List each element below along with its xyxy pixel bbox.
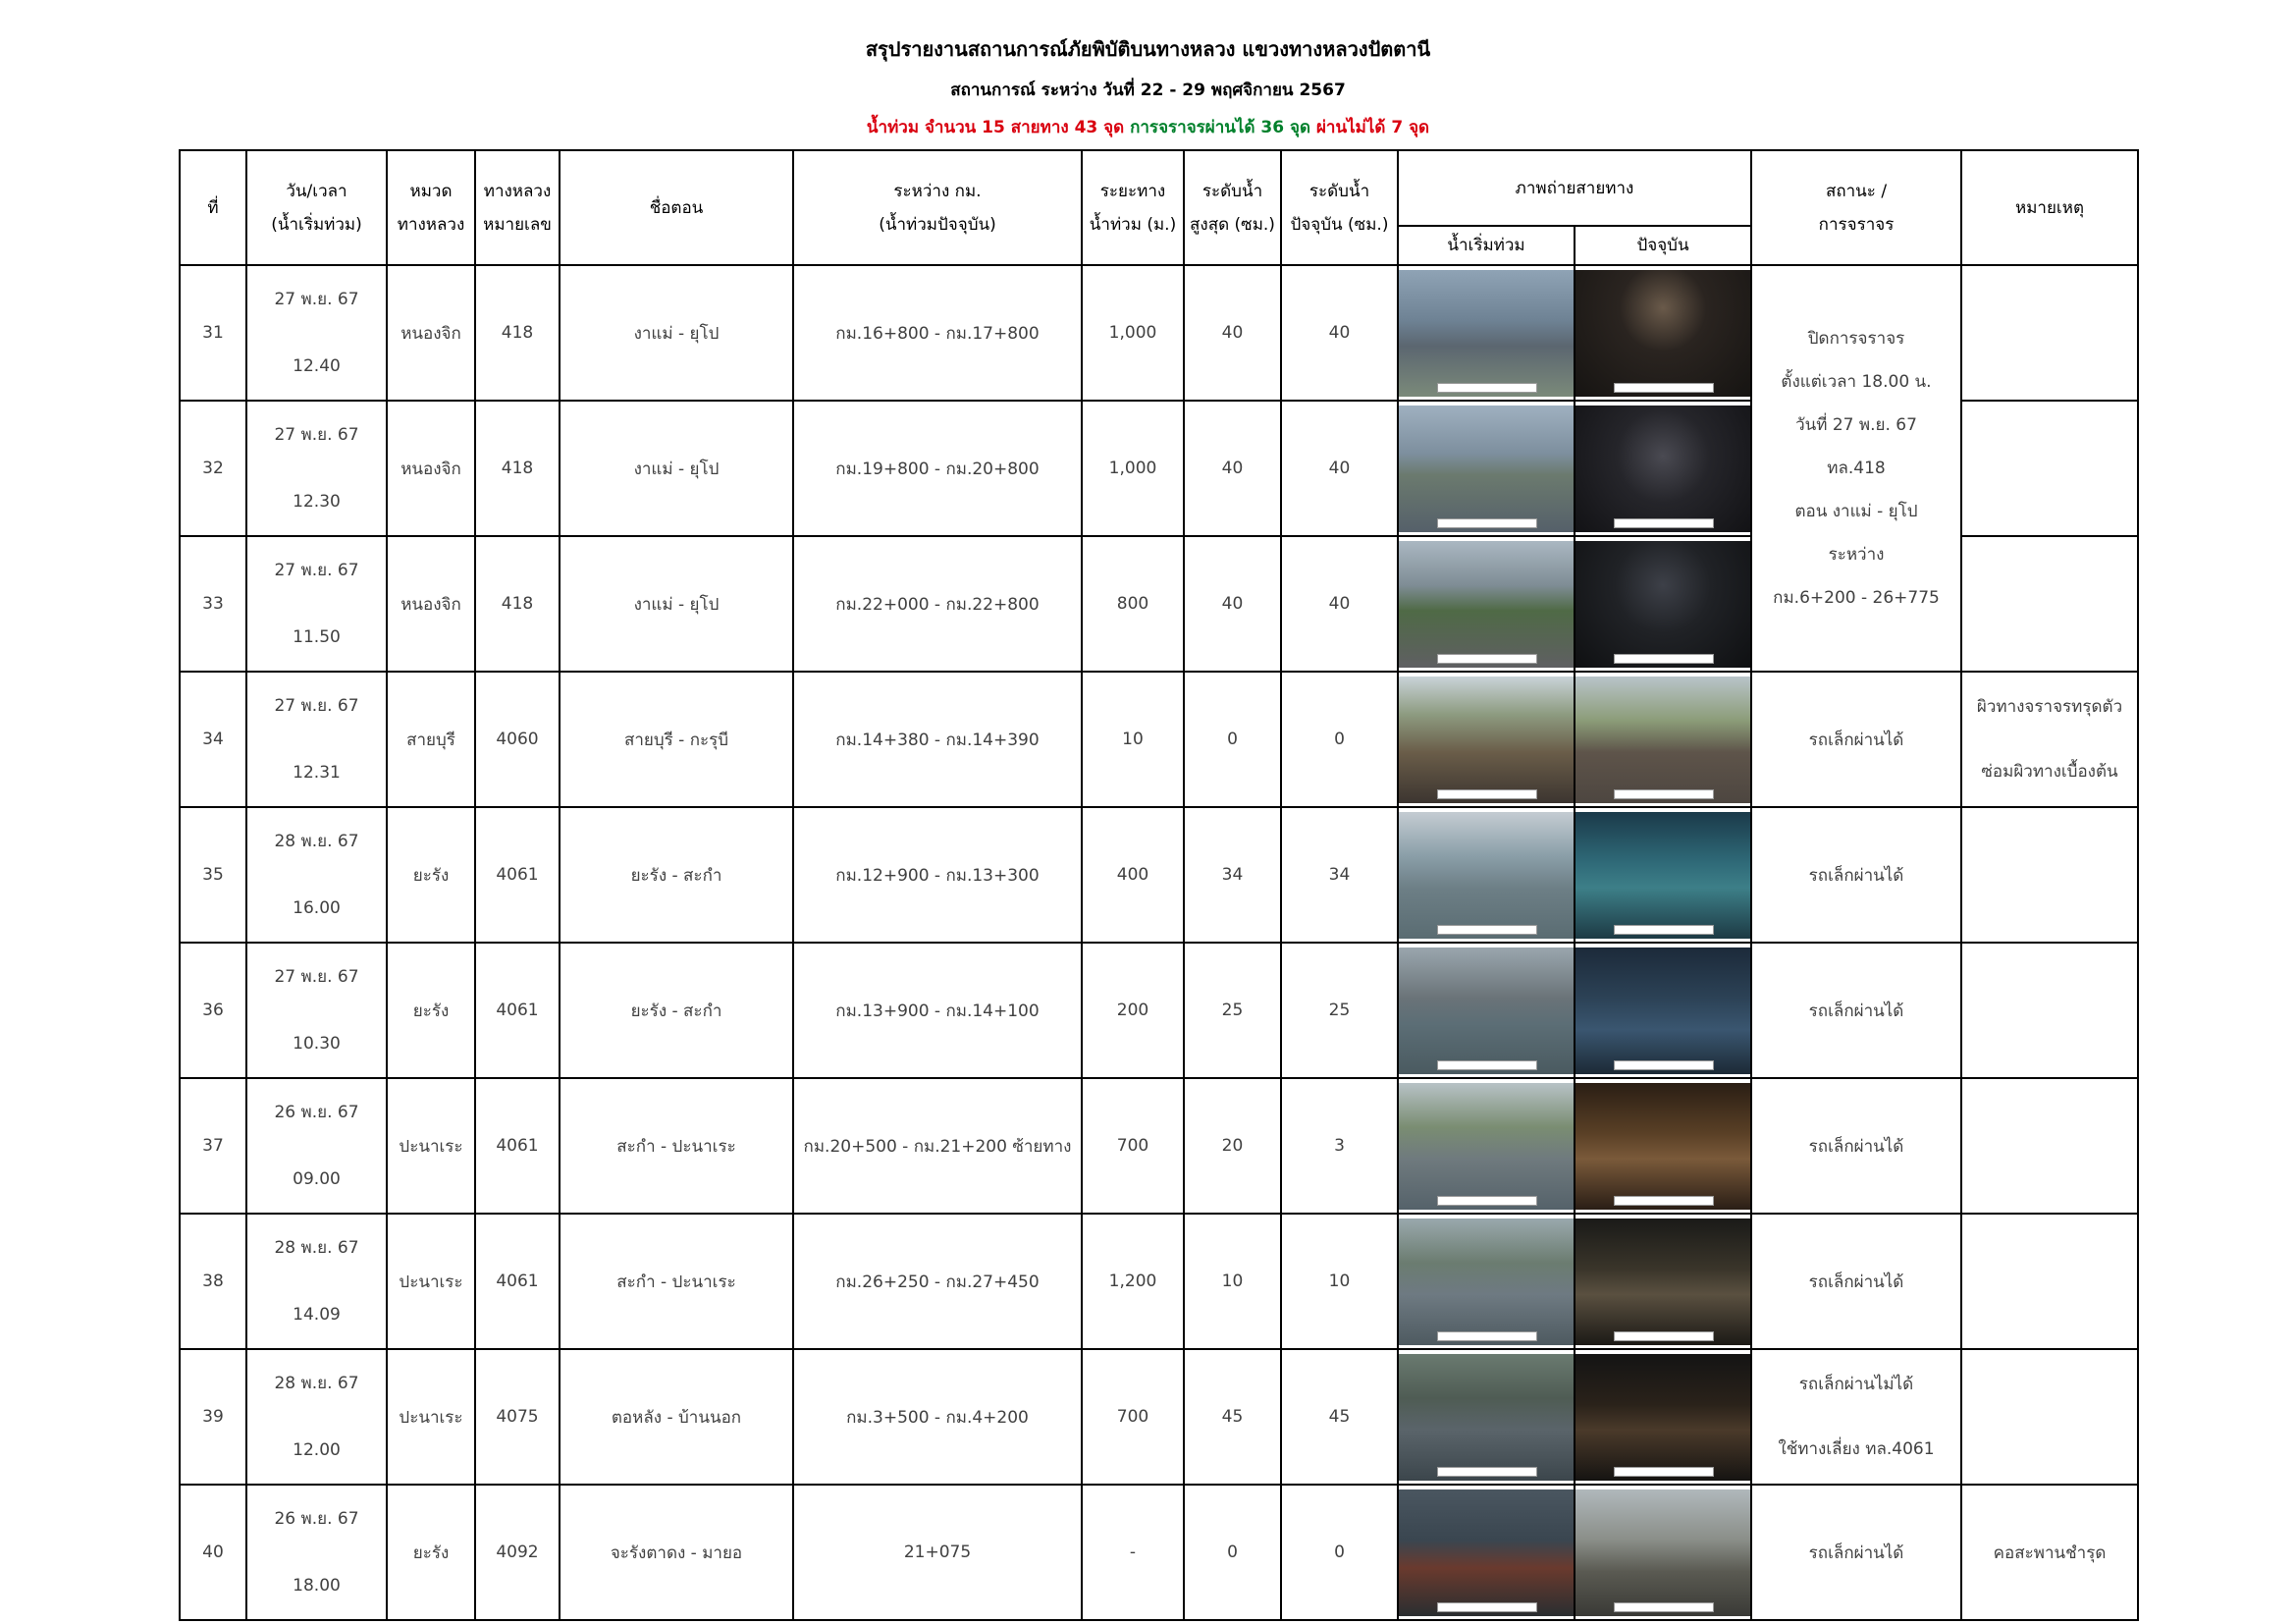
col-remark: หมายเหตุ	[1961, 150, 2138, 265]
cell-max-level: 40	[1184, 536, 1281, 672]
cell-datetime	[246, 807, 387, 943]
cell-no: 38	[180, 1214, 246, 1349]
cell-photo-now	[1575, 1485, 1751, 1620]
cell-remark: คอสะพานชำรุด	[1961, 1485, 2138, 1620]
cell-district: ปะนาเระ	[387, 1078, 475, 1214]
cell-datetime	[246, 1214, 387, 1349]
cell-current-level: 25	[1281, 943, 1398, 1078]
cell-route: 4092	[475, 1485, 560, 1620]
cell-photo-start	[1398, 1078, 1575, 1214]
cell-district: หนองจิก	[387, 265, 475, 401]
cell-route: 418	[475, 265, 560, 401]
cell-section: งาแม่ - ยุโป	[560, 265, 793, 401]
cell-section: สะกำ - ปะนาเระ	[560, 1078, 793, 1214]
table-row	[180, 1485, 2138, 1620]
col-section: ชื่อตอน	[560, 150, 793, 265]
table-row	[180, 943, 2138, 1078]
cell-current-level: 45	[1281, 1349, 1398, 1485]
cell-remark	[1961, 943, 2138, 1078]
cell-status-road-closed	[1751, 265, 1961, 672]
photo-flood-start	[1399, 1083, 1574, 1210]
cell-status: รถเล็กผ่านได้	[1751, 672, 1961, 807]
cell-photo-now	[1575, 536, 1751, 672]
cell-distance: 1,200	[1082, 1214, 1184, 1349]
cell-no: 36	[180, 943, 246, 1078]
cell-current-level: 3	[1281, 1078, 1398, 1214]
cell-route: 4061	[475, 1214, 560, 1349]
cell-photo-start	[1398, 265, 1575, 401]
cell-max-level: 45	[1184, 1349, 1281, 1485]
photo-flood-now	[1575, 270, 1750, 397]
photo-flood-now	[1575, 1489, 1750, 1616]
cell-current-level: 0	[1281, 672, 1398, 807]
cell-no: 33	[180, 536, 246, 672]
cell-max-level: 10	[1184, 1214, 1281, 1349]
cell-no: 40	[180, 1485, 246, 1620]
status-closed-line: ตั้งแต่เวลา 18.00 น.	[1781, 372, 1932, 392]
col-current-level: ระดับน้ำ ปัจจุบัน (ซม.)	[1281, 150, 1398, 265]
cell-date: 26 พ.ย. 67	[274, 1103, 359, 1122]
cell-km: กม.14+380 - กม.14+390	[793, 672, 1082, 807]
photo-flood-start	[1399, 812, 1574, 939]
cell-section: งาแม่ - ยุโป	[560, 536, 793, 672]
cell-km: กม.22+000 - กม.22+800	[793, 536, 1082, 672]
cell-max-level: 40	[1184, 401, 1281, 536]
col-photos: ภาพถ่ายสายทาง	[1398, 150, 1751, 226]
cell-km: กม.12+900 - กม.13+300	[793, 807, 1082, 943]
photo-flood-now	[1575, 1354, 1750, 1481]
flood-report-table	[179, 149, 2139, 1621]
cell-km: 21+075	[793, 1485, 1082, 1620]
cell-current-level: 40	[1281, 401, 1398, 536]
cell-district: สายบุรี	[387, 672, 475, 807]
table-row	[180, 807, 2138, 943]
cell-no: 31	[180, 265, 246, 401]
cell-section: สะกำ - ปะนาเระ	[560, 1214, 793, 1349]
cell-max-level: 40	[1184, 265, 1281, 401]
cell-distance: 400	[1082, 807, 1184, 943]
cell-photo-now	[1575, 1078, 1751, 1214]
cell-date: 27 พ.ย. 67	[274, 425, 359, 445]
cell-district: ปะนาเระ	[387, 1349, 475, 1485]
cell-photo-now	[1575, 807, 1751, 943]
table-row	[180, 265, 2138, 401]
cell-route: 4061	[475, 1078, 560, 1214]
cell-max-level: 34	[1184, 807, 1281, 943]
photo-flood-now	[1575, 406, 1750, 532]
cell-section: งาแม่ - ยุโป	[560, 401, 793, 536]
col-photo-start: น้ำเริ่มท่วม	[1398, 226, 1575, 265]
status-closed-line: กม.6+200 - 26+775	[1773, 588, 1940, 608]
cell-photo-start	[1398, 536, 1575, 672]
cell-date: 27 พ.ย. 67	[274, 290, 359, 309]
cell-max-level: 25	[1184, 943, 1281, 1078]
cell-photo-now	[1575, 943, 1751, 1078]
cell-no: 39	[180, 1349, 246, 1485]
cell-max-level: 20	[1184, 1078, 1281, 1214]
cell-route: 4060	[475, 672, 560, 807]
cell-datetime	[246, 1078, 387, 1214]
status-closed-line: ระหว่าง	[1828, 545, 1885, 565]
photo-flood-start	[1399, 1354, 1574, 1481]
cell-datetime	[246, 536, 387, 672]
table-row	[180, 672, 2138, 807]
cell-km: กม.3+500 - กม.4+200	[793, 1349, 1082, 1485]
col-district: หมวด ทางหลวง	[387, 150, 475, 265]
cell-status: รถเล็กผ่านได้	[1751, 1485, 1961, 1620]
cell-route: 4075	[475, 1349, 560, 1485]
cell-current-level: 34	[1281, 807, 1398, 943]
cell-remark	[1961, 536, 2138, 672]
col-route: ทางหลวง หมายเลข	[475, 150, 560, 265]
photo-flood-now	[1575, 541, 1750, 668]
photo-flood-now	[1575, 1218, 1750, 1345]
cell-distance: -	[1082, 1485, 1184, 1620]
cell-date: 27 พ.ย. 67	[274, 696, 359, 716]
cell-datetime	[246, 672, 387, 807]
report-summary	[0, 114, 2296, 140]
cell-photo-now	[1575, 401, 1751, 536]
photo-flood-start	[1399, 270, 1574, 397]
photo-flood-start	[1399, 1218, 1574, 1345]
cell-photo-start	[1398, 1349, 1575, 1485]
cell-photo-start	[1398, 1485, 1575, 1620]
photo-flood-now	[1575, 1083, 1750, 1210]
cell-datetime	[246, 401, 387, 536]
cell-status: รถเล็กผ่านได้	[1751, 1214, 1961, 1349]
cell-no: 35	[180, 807, 246, 943]
cell-district: หนองจิก	[387, 401, 475, 536]
cell-photo-start	[1398, 807, 1575, 943]
photo-flood-now	[1575, 812, 1750, 939]
cell-route: 418	[475, 401, 560, 536]
col-max-level: ระดับน้ำ สูงสุด (ซม.)	[1184, 150, 1281, 265]
col-no: ที่	[180, 150, 246, 265]
cell-time: 11.50	[293, 627, 341, 647]
col-photo-now: ปัจจุบัน	[1575, 226, 1751, 265]
cell-km: กม.19+800 - กม.20+800	[793, 401, 1082, 536]
cell-distance: 700	[1082, 1349, 1184, 1485]
cell-photo-now	[1575, 1214, 1751, 1349]
cell-time: 16.00	[293, 898, 341, 918]
photo-flood-start	[1399, 1489, 1574, 1616]
cell-district: ยะรัง	[387, 943, 475, 1078]
col-distance: ระยะทาง น้ำท่วม (ม.)	[1082, 150, 1184, 265]
cell-status: รถเล็กผ่านได้	[1751, 807, 1961, 943]
cell-time: 10.30	[293, 1034, 341, 1054]
cell-distance: 10	[1082, 672, 1184, 807]
cell-date: 28 พ.ย. 67	[274, 1238, 359, 1258]
cell-photo-start	[1398, 401, 1575, 536]
cell-current-level: 10	[1281, 1214, 1398, 1349]
cell-no: 34	[180, 672, 246, 807]
cell-remark: ผิวทางจราจรทรุดตัว ซ่อมผิวทางเบื้องต้น	[1961, 672, 2138, 807]
cell-remark	[1961, 401, 2138, 536]
cell-time: 14.09	[293, 1305, 341, 1325]
status-closed-line: วันที่ 27 พ.ย. 67	[1795, 415, 1917, 435]
cell-route: 418	[475, 536, 560, 672]
photo-flood-now	[1575, 947, 1750, 1074]
cell-time: 12.00	[293, 1440, 341, 1460]
cell-no: 37	[180, 1078, 246, 1214]
cell-datetime	[246, 1349, 387, 1485]
photo-flood-start	[1399, 406, 1574, 532]
cell-status: รถเล็กผ่านไม่ได้ ใช้ทางเลี่ยง ทล.4061	[1751, 1349, 1961, 1485]
cell-date: 28 พ.ย. 67	[274, 832, 359, 851]
summary-passable: การจราจรผ่านได้ 36 จุด	[1130, 118, 1311, 137]
cell-photo-start	[1398, 943, 1575, 1078]
cell-current-level: 40	[1281, 536, 1398, 672]
summary-impassable: ผ่านไม่ได้ 7 จุด	[1315, 118, 1430, 137]
cell-section: ตอหลัง - บ้านนอก	[560, 1349, 793, 1485]
table-row	[180, 1214, 2138, 1349]
cell-current-level: 40	[1281, 265, 1398, 401]
cell-route: 4061	[475, 807, 560, 943]
photo-flood-start	[1399, 677, 1574, 803]
photo-flood-start	[1399, 541, 1574, 668]
cell-km: กม.26+250 - กม.27+450	[793, 1214, 1082, 1349]
cell-km: กม.13+900 - กม.14+100	[793, 943, 1082, 1078]
cell-remark	[1961, 265, 2138, 401]
cell-datetime	[246, 265, 387, 401]
cell-remark	[1961, 1078, 2138, 1214]
status-closed-line: ทล.418	[1827, 459, 1886, 478]
cell-max-level: 0	[1184, 1485, 1281, 1620]
cell-photo-now	[1575, 672, 1751, 807]
table-row	[180, 1349, 2138, 1485]
cell-photo-now	[1575, 1349, 1751, 1485]
cell-photo-start	[1398, 672, 1575, 807]
cell-date: 26 พ.ย. 67	[274, 1509, 359, 1529]
cell-remark	[1961, 1349, 2138, 1485]
status-closed-line: ปิดการจราจร	[1807, 329, 1905, 349]
cell-distance: 200	[1082, 943, 1184, 1078]
cell-district: หนองจิก	[387, 536, 475, 672]
photo-flood-now	[1575, 677, 1750, 803]
cell-distance: 800	[1082, 536, 1184, 672]
cell-datetime	[246, 943, 387, 1078]
cell-photo-start	[1398, 1214, 1575, 1349]
cell-time: 12.31	[293, 763, 341, 783]
cell-distance: 700	[1082, 1078, 1184, 1214]
cell-district: ยะรัง	[387, 1485, 475, 1620]
cell-section: ยะรัง - สะกำ	[560, 807, 793, 943]
cell-time: 12.30	[293, 492, 341, 512]
cell-district: ปะนาเระ	[387, 1214, 475, 1349]
cell-remark	[1961, 1214, 2138, 1349]
table-row	[180, 1078, 2138, 1214]
col-status: สถานะ / การจราจร	[1751, 150, 1961, 265]
cell-time: 09.00	[293, 1169, 341, 1189]
cell-district: ยะรัง	[387, 807, 475, 943]
cell-max-level: 0	[1184, 672, 1281, 807]
cell-no: 32	[180, 401, 246, 536]
cell-photo-now	[1575, 265, 1751, 401]
report-period: สถานการณ์ ระหว่าง วันที่ 22 - 29 พฤศจิกายน 2567	[950, 81, 1346, 100]
cell-date: 27 พ.ย. 67	[274, 561, 359, 580]
col-datetime: วัน/เวลา (น้ำเริ่มท่วม)	[246, 150, 387, 265]
cell-route: 4061	[475, 943, 560, 1078]
status-closed-line: ตอน งาแม่ - ยุโป	[1794, 502, 1918, 521]
cell-km: กม.16+800 - กม.17+800	[793, 265, 1082, 401]
summary-flood: น้ำท่วม จำนวน 15 สายทาง 43 จุด	[866, 118, 1125, 137]
cell-datetime	[246, 1485, 387, 1620]
cell-section: สายบุรี - กะรุบี	[560, 672, 793, 807]
cell-status: รถเล็กผ่านได้	[1751, 943, 1961, 1078]
cell-date: 28 พ.ย. 67	[274, 1374, 359, 1393]
cell-date: 27 พ.ย. 67	[274, 967, 359, 987]
cell-km: กม.20+500 - กม.21+200 ซ้ายทาง	[793, 1078, 1082, 1214]
cell-section: ยะรัง - สะกำ	[560, 943, 793, 1078]
photo-flood-start	[1399, 947, 1574, 1074]
cell-status: รถเล็กผ่านได้	[1751, 1078, 1961, 1214]
cell-distance: 1,000	[1082, 265, 1184, 401]
col-km: ระหว่าง กม. (น้ำท่วมปัจจุบัน)	[793, 150, 1082, 265]
cell-time: 12.40	[293, 356, 341, 376]
cell-time: 18.00	[293, 1576, 341, 1596]
cell-current-level: 0	[1281, 1485, 1398, 1620]
cell-distance: 1,000	[1082, 401, 1184, 536]
cell-section: จะรังตาดง - มายอ	[560, 1485, 793, 1620]
report-title: สรุปรายงานสถานการณ์ภัยพิบัติบนทางหลวง แขวงทางหลวงปัตตานี	[865, 37, 1431, 61]
cell-remark	[1961, 807, 2138, 943]
